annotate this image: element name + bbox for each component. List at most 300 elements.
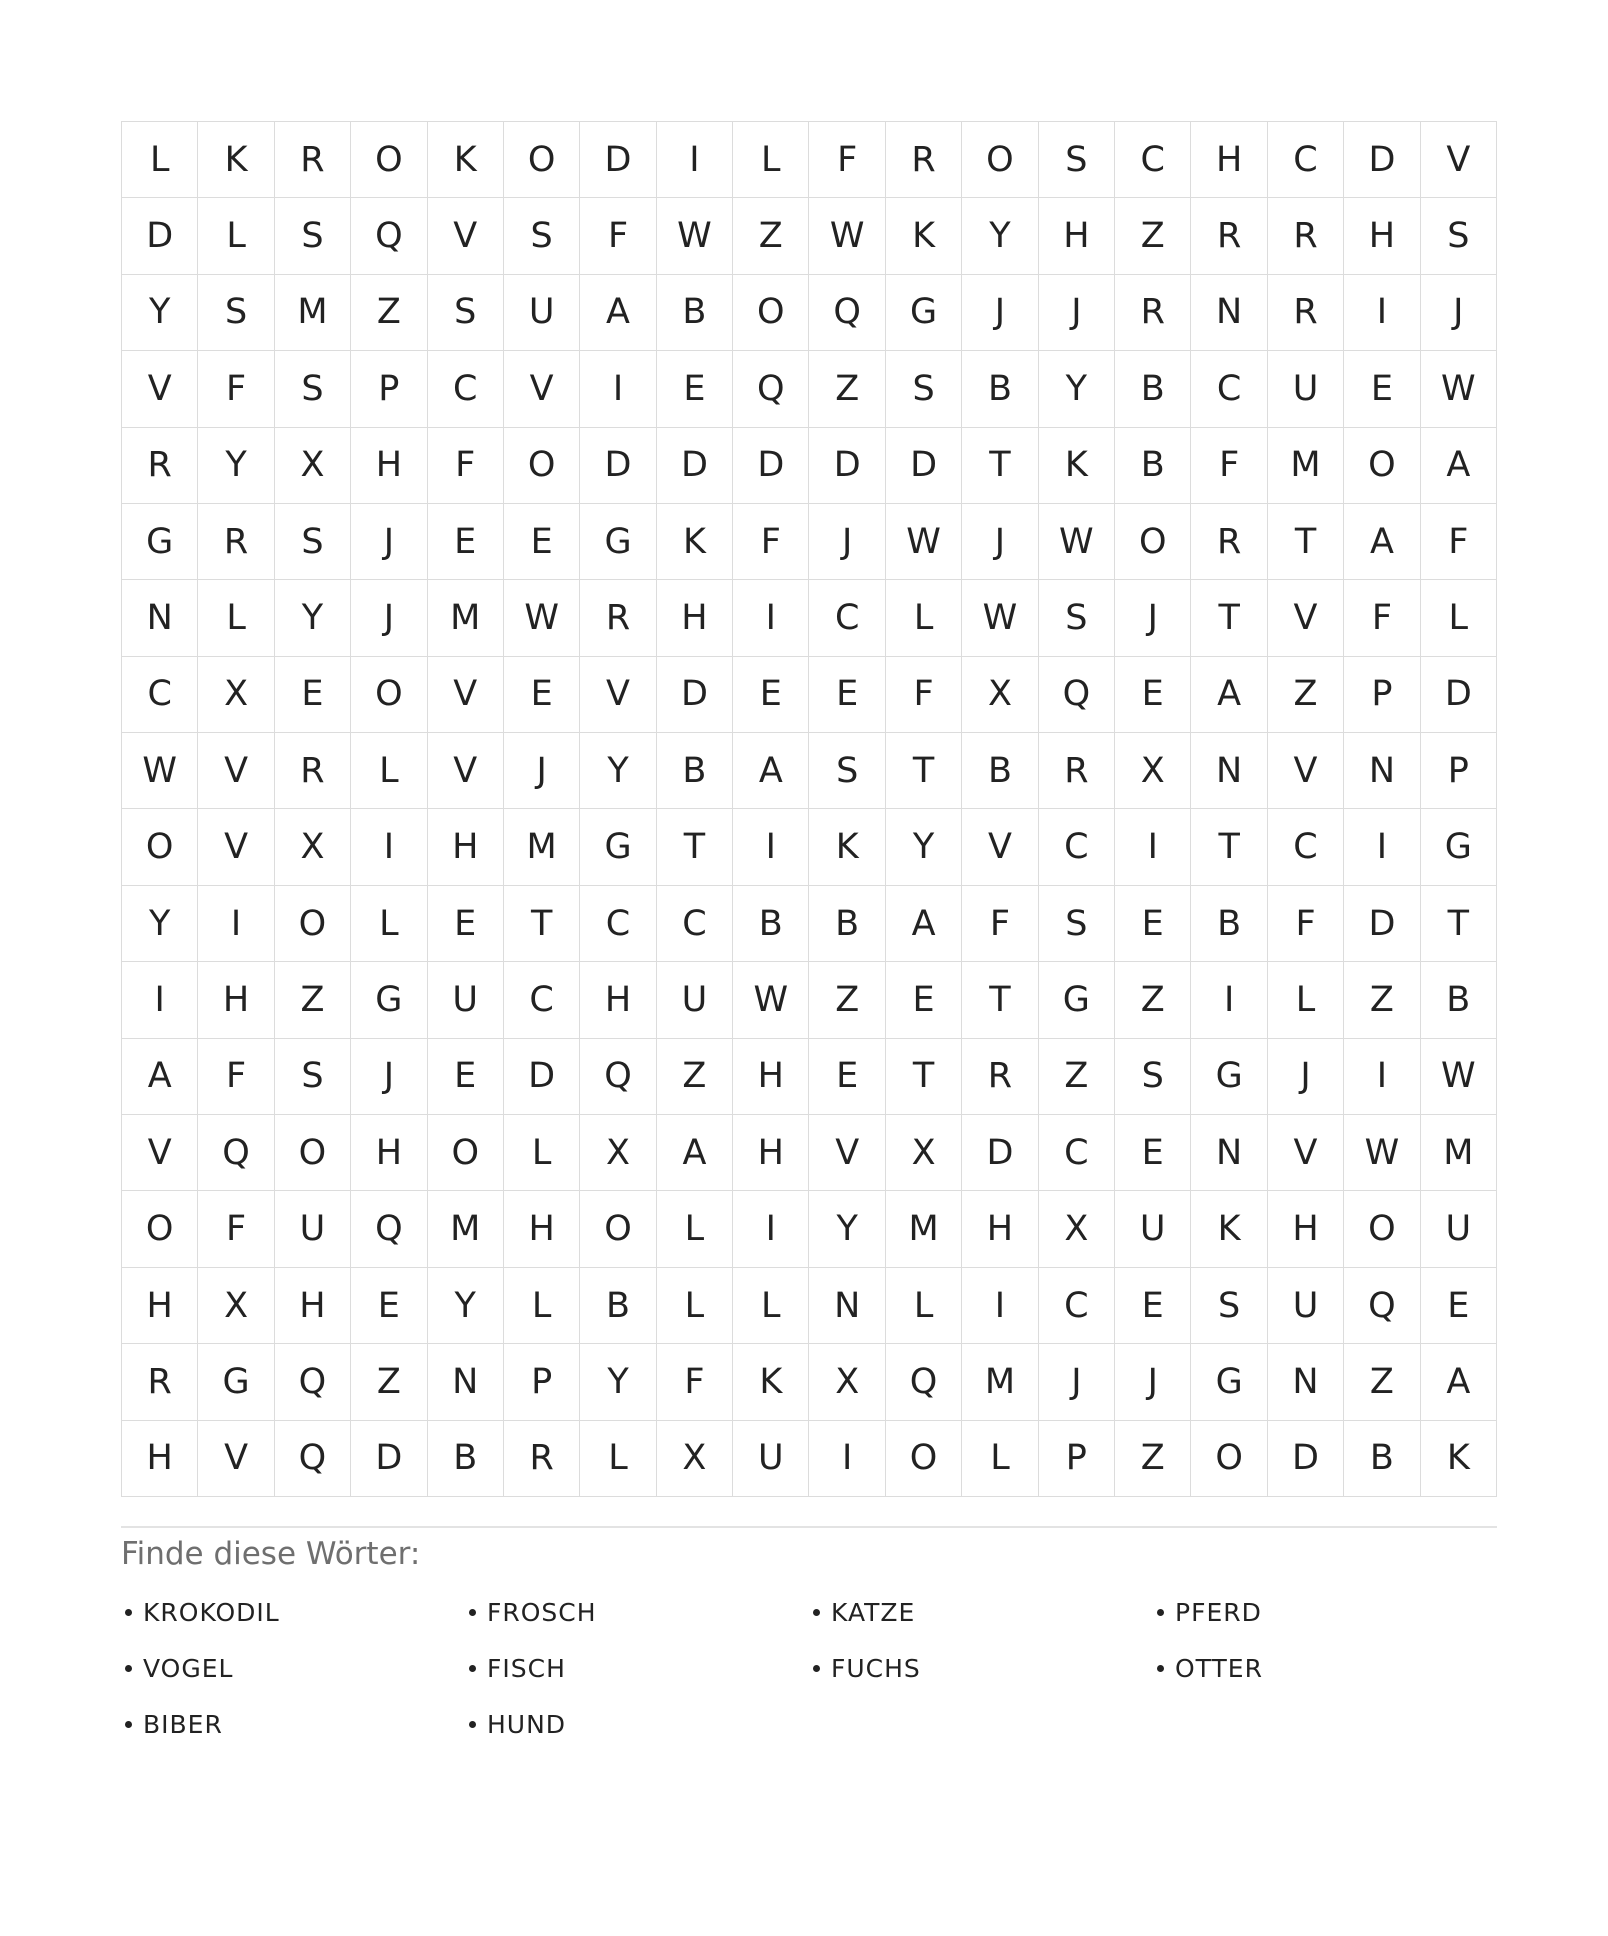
grid-cell[interactable]: M [428, 1191, 504, 1267]
grid-cell[interactable]: W [962, 580, 1038, 656]
grid-cell[interactable]: I [733, 580, 809, 656]
grid-cell[interactable]: Q [1039, 657, 1115, 733]
grid-cell[interactable]: S [504, 198, 580, 274]
grid-cell[interactable]: C [1039, 1268, 1115, 1344]
grid-cell[interactable]: H [351, 428, 427, 504]
grid-cell[interactable]: J [1268, 1039, 1344, 1115]
grid-cell[interactable]: O [428, 1115, 504, 1191]
grid-cell[interactable]: E [886, 962, 962, 1038]
grid-cell[interactable]: R [122, 1344, 198, 1420]
grid-cell[interactable]: D [657, 657, 733, 733]
grid-cell[interactable]: V [428, 198, 504, 274]
grid-cell[interactable]: H [580, 962, 656, 1038]
grid-cell[interactable]: L [657, 1268, 733, 1344]
grid-cell[interactable]: L [351, 886, 427, 962]
grid-cell[interactable]: Q [886, 1344, 962, 1420]
grid-cell[interactable]: B [1344, 1421, 1420, 1497]
grid-cell[interactable]: B [809, 886, 885, 962]
grid-cell[interactable]: J [962, 275, 1038, 351]
grid-cell[interactable]: Z [1115, 198, 1191, 274]
grid-cell[interactable]: Z [1115, 1421, 1191, 1497]
grid-cell[interactable]: I [1191, 962, 1267, 1038]
grid-cell[interactable]: A [1421, 1344, 1497, 1420]
grid-cell[interactable]: O [275, 1115, 351, 1191]
grid-cell[interactable]: F [809, 122, 885, 198]
grid-cell[interactable]: H [428, 809, 504, 885]
grid-cell[interactable]: F [657, 1344, 733, 1420]
grid-cell[interactable]: C [1268, 122, 1344, 198]
grid-cell[interactable]: U [504, 275, 580, 351]
grid-cell[interactable]: G [1421, 809, 1497, 885]
grid-cell[interactable]: F [962, 886, 1038, 962]
grid-cell[interactable]: L [504, 1115, 580, 1191]
grid-cell[interactable]: Y [580, 1344, 656, 1420]
grid-cell[interactable]: V [428, 733, 504, 809]
grid-cell[interactable]: R [275, 733, 351, 809]
grid-cell[interactable]: R [122, 428, 198, 504]
grid-cell[interactable]: T [504, 886, 580, 962]
grid-cell[interactable]: H [198, 962, 274, 1038]
grid-cell[interactable]: S [886, 351, 962, 427]
grid-cell[interactable]: F [1268, 886, 1344, 962]
grid-cell[interactable]: J [1039, 275, 1115, 351]
grid-cell[interactable]: V [962, 809, 1038, 885]
grid-cell[interactable]: K [886, 198, 962, 274]
grid-cell[interactable]: D [580, 428, 656, 504]
grid-cell[interactable]: J [351, 580, 427, 656]
grid-cell[interactable]: R [1191, 504, 1267, 580]
grid-cell[interactable]: N [809, 1268, 885, 1344]
grid-cell[interactable]: W [809, 198, 885, 274]
grid-cell[interactable]: F [886, 657, 962, 733]
grid-cell[interactable]: Y [1039, 351, 1115, 427]
grid-cell[interactable]: C [428, 351, 504, 427]
grid-cell[interactable]: E [428, 504, 504, 580]
grid-cell[interactable]: Z [1268, 657, 1344, 733]
grid-cell[interactable]: Q [198, 1115, 274, 1191]
grid-cell[interactable]: Y [580, 733, 656, 809]
grid-cell[interactable]: B [1115, 351, 1191, 427]
grid-cell[interactable]: X [809, 1344, 885, 1420]
grid-cell[interactable]: E [351, 1268, 427, 1344]
grid-cell[interactable]: Y [809, 1191, 885, 1267]
grid-cell[interactable]: H [657, 580, 733, 656]
grid-cell[interactable]: F [733, 504, 809, 580]
grid-cell[interactable]: X [275, 809, 351, 885]
grid-cell[interactable]: G [122, 504, 198, 580]
grid-cell[interactable]: C [1115, 122, 1191, 198]
grid-cell[interactable]: W [886, 504, 962, 580]
grid-cell[interactable]: J [1115, 580, 1191, 656]
grid-cell[interactable]: I [198, 886, 274, 962]
grid-cell[interactable]: J [1039, 1344, 1115, 1420]
grid-cell[interactable]: D [580, 122, 656, 198]
grid-cell[interactable]: G [1039, 962, 1115, 1038]
grid-cell[interactable]: O [733, 275, 809, 351]
grid-cell[interactable]: R [1039, 733, 1115, 809]
grid-cell[interactable]: D [962, 1115, 1038, 1191]
grid-cell[interactable]: B [962, 733, 1038, 809]
grid-cell[interactable]: H [351, 1115, 427, 1191]
grid-cell[interactable]: Z [351, 275, 427, 351]
grid-cell[interactable]: V [580, 657, 656, 733]
grid-cell[interactable]: I [580, 351, 656, 427]
grid-cell[interactable]: B [962, 351, 1038, 427]
grid-cell[interactable]: K [428, 122, 504, 198]
grid-cell[interactable]: H [1268, 1191, 1344, 1267]
grid-cell[interactable]: K [1039, 428, 1115, 504]
grid-cell[interactable]: O [1115, 504, 1191, 580]
grid-cell[interactable]: T [657, 809, 733, 885]
grid-cell[interactable]: C [809, 580, 885, 656]
grid-cell[interactable]: A [657, 1115, 733, 1191]
grid-cell[interactable]: R [580, 580, 656, 656]
grid-cell[interactable]: K [1421, 1421, 1497, 1497]
grid-cell[interactable]: V [122, 1115, 198, 1191]
grid-cell[interactable]: S [1039, 886, 1115, 962]
grid-cell[interactable]: E [809, 657, 885, 733]
grid-cell[interactable]: E [428, 1039, 504, 1115]
grid-cell[interactable]: A [1191, 657, 1267, 733]
grid-cell[interactable]: I [122, 962, 198, 1038]
grid-cell[interactable]: I [657, 122, 733, 198]
grid-cell[interactable]: L [733, 1268, 809, 1344]
grid-cell[interactable]: O [351, 122, 427, 198]
grid-cell[interactable]: S [1039, 580, 1115, 656]
grid-cell[interactable]: O [275, 886, 351, 962]
grid-cell[interactable]: Z [1115, 962, 1191, 1038]
grid-cell[interactable]: B [1421, 962, 1497, 1038]
grid-cell[interactable]: S [198, 275, 274, 351]
grid-cell[interactable]: I [733, 1191, 809, 1267]
grid-cell[interactable]: P [1344, 657, 1420, 733]
grid-cell[interactable]: E [428, 886, 504, 962]
grid-cell[interactable]: R [1268, 275, 1344, 351]
grid-cell[interactable]: I [1344, 809, 1420, 885]
grid-cell[interactable]: K [198, 122, 274, 198]
grid-cell[interactable]: J [962, 504, 1038, 580]
grid-cell[interactable]: T [962, 962, 1038, 1038]
grid-cell[interactable]: W [733, 962, 809, 1038]
grid-cell[interactable]: O [1344, 1191, 1420, 1267]
grid-cell[interactable]: T [886, 733, 962, 809]
grid-cell[interactable]: W [1039, 504, 1115, 580]
grid-cell[interactable]: H [122, 1268, 198, 1344]
grid-cell[interactable]: O [122, 809, 198, 885]
grid-cell[interactable]: E [504, 657, 580, 733]
grid-cell[interactable]: O [580, 1191, 656, 1267]
grid-cell[interactable]: J [809, 504, 885, 580]
grid-cell[interactable]: L [122, 122, 198, 198]
grid-cell[interactable]: X [962, 657, 1038, 733]
grid-cell[interactable]: Y [428, 1268, 504, 1344]
grid-cell[interactable]: U [1115, 1191, 1191, 1267]
grid-cell[interactable]: X [198, 657, 274, 733]
grid-cell[interactable]: N [1268, 1344, 1344, 1420]
grid-cell[interactable]: Q [580, 1039, 656, 1115]
grid-cell[interactable]: S [1115, 1039, 1191, 1115]
grid-cell[interactable]: A [122, 1039, 198, 1115]
grid-cell[interactable]: S [1039, 122, 1115, 198]
grid-cell[interactable]: V [198, 809, 274, 885]
grid-cell[interactable]: I [962, 1268, 1038, 1344]
grid-cell[interactable]: L [1421, 580, 1497, 656]
grid-cell[interactable]: C [1268, 809, 1344, 885]
grid-cell[interactable]: A [1421, 428, 1497, 504]
grid-cell[interactable]: J [1115, 1344, 1191, 1420]
grid-cell[interactable]: X [1039, 1191, 1115, 1267]
grid-cell[interactable]: Q [275, 1421, 351, 1497]
grid-cell[interactable]: U [657, 962, 733, 1038]
grid-cell[interactable]: Z [657, 1039, 733, 1115]
grid-cell[interactable]: L [886, 580, 962, 656]
grid-cell[interactable]: C [657, 886, 733, 962]
grid-cell[interactable]: L [886, 1268, 962, 1344]
grid-cell[interactable]: L [733, 122, 809, 198]
grid-cell[interactable]: D [1344, 886, 1420, 962]
grid-cell[interactable]: T [962, 428, 1038, 504]
grid-cell[interactable]: R [198, 504, 274, 580]
grid-cell[interactable]: H [733, 1115, 809, 1191]
grid-cell[interactable]: S [1191, 1268, 1267, 1344]
grid-cell[interactable]: H [733, 1039, 809, 1115]
grid-cell[interactable]: L [657, 1191, 733, 1267]
grid-cell[interactable]: D [886, 428, 962, 504]
grid-cell[interactable]: B [428, 1421, 504, 1497]
grid-cell[interactable]: P [504, 1344, 580, 1420]
grid-cell[interactable]: I [1344, 1039, 1420, 1115]
grid-cell[interactable]: L [198, 580, 274, 656]
grid-cell[interactable]: A [886, 886, 962, 962]
grid-cell[interactable]: U [733, 1421, 809, 1497]
grid-cell[interactable]: N [1191, 733, 1267, 809]
grid-cell[interactable]: S [275, 198, 351, 274]
grid-cell[interactable]: W [1421, 1039, 1497, 1115]
grid-cell[interactable]: V [809, 1115, 885, 1191]
grid-cell[interactable]: P [1039, 1421, 1115, 1497]
grid-cell[interactable]: U [1421, 1191, 1497, 1267]
grid-cell[interactable]: Y [198, 428, 274, 504]
grid-cell[interactable]: Y [122, 275, 198, 351]
grid-cell[interactable]: K [733, 1344, 809, 1420]
grid-cell[interactable]: O [962, 122, 1038, 198]
grid-cell[interactable]: D [809, 428, 885, 504]
grid-cell[interactable]: Z [1039, 1039, 1115, 1115]
grid-cell[interactable]: S [275, 1039, 351, 1115]
grid-cell[interactable]: R [1268, 198, 1344, 274]
grid-cell[interactable]: G [580, 504, 656, 580]
grid-cell[interactable]: F [198, 1039, 274, 1115]
grid-cell[interactable]: Z [1344, 1344, 1420, 1420]
grid-cell[interactable]: L [351, 733, 427, 809]
grid-cell[interactable]: Q [733, 351, 809, 427]
grid-cell[interactable]: J [351, 504, 427, 580]
grid-cell[interactable]: V [428, 657, 504, 733]
grid-cell[interactable]: F [1191, 428, 1267, 504]
grid-cell[interactable]: F [580, 198, 656, 274]
grid-cell[interactable]: I [809, 1421, 885, 1497]
grid-cell[interactable]: M [428, 580, 504, 656]
grid-cell[interactable]: J [504, 733, 580, 809]
grid-cell[interactable]: I [1344, 275, 1420, 351]
grid-cell[interactable]: B [1115, 428, 1191, 504]
grid-cell[interactable]: A [580, 275, 656, 351]
grid-cell[interactable]: F [198, 1191, 274, 1267]
grid-cell[interactable]: W [1344, 1115, 1420, 1191]
grid-cell[interactable]: G [1191, 1344, 1267, 1420]
grid-cell[interactable]: D [657, 428, 733, 504]
grid-cell[interactable]: P [1421, 733, 1497, 809]
grid-cell[interactable]: H [275, 1268, 351, 1344]
grid-cell[interactable]: F [1421, 504, 1497, 580]
grid-cell[interactable]: K [1191, 1191, 1267, 1267]
grid-cell[interactable]: Q [351, 198, 427, 274]
grid-cell[interactable]: X [1115, 733, 1191, 809]
grid-cell[interactable]: H [1039, 198, 1115, 274]
grid-cell[interactable]: Q [809, 275, 885, 351]
grid-cell[interactable]: R [1115, 275, 1191, 351]
grid-cell[interactable]: K [657, 504, 733, 580]
grid-cell[interactable]: E [504, 504, 580, 580]
grid-cell[interactable]: O [886, 1421, 962, 1497]
grid-cell[interactable]: E [657, 351, 733, 427]
grid-cell[interactable]: U [428, 962, 504, 1038]
grid-cell[interactable]: F [428, 428, 504, 504]
grid-cell[interactable]: X [275, 428, 351, 504]
grid-cell[interactable]: U [1268, 351, 1344, 427]
grid-cell[interactable]: N [428, 1344, 504, 1420]
grid-cell[interactable]: I [351, 809, 427, 885]
grid-cell[interactable]: Y [122, 886, 198, 962]
grid-cell[interactable]: X [886, 1115, 962, 1191]
grid-cell[interactable]: D [1268, 1421, 1344, 1497]
grid-cell[interactable]: L [962, 1421, 1038, 1497]
grid-cell[interactable]: S [275, 504, 351, 580]
grid-cell[interactable]: V [122, 351, 198, 427]
grid-cell[interactable]: W [1421, 351, 1497, 427]
grid-cell[interactable]: N [1191, 275, 1267, 351]
grid-cell[interactable]: L [580, 1421, 656, 1497]
grid-cell[interactable]: T [1191, 580, 1267, 656]
grid-cell[interactable]: V [1268, 1115, 1344, 1191]
grid-cell[interactable]: E [1115, 1268, 1191, 1344]
grid-cell[interactable]: T [1191, 809, 1267, 885]
grid-cell[interactable]: O [1191, 1421, 1267, 1497]
grid-cell[interactable]: H [962, 1191, 1038, 1267]
grid-cell[interactable]: G [198, 1344, 274, 1420]
grid-cell[interactable]: L [198, 198, 274, 274]
grid-cell[interactable]: G [1191, 1039, 1267, 1115]
grid-cell[interactable]: O [351, 657, 427, 733]
grid-cell[interactable]: Q [1344, 1268, 1420, 1344]
grid-cell[interactable]: E [1421, 1268, 1497, 1344]
grid-cell[interactable]: V [504, 351, 580, 427]
grid-cell[interactable]: B [580, 1268, 656, 1344]
grid-cell[interactable]: F [198, 351, 274, 427]
grid-cell[interactable]: B [657, 733, 733, 809]
grid-cell[interactable]: I [1115, 809, 1191, 885]
grid-cell[interactable]: Z [1344, 962, 1420, 1038]
grid-cell[interactable]: M [962, 1344, 1038, 1420]
grid-cell[interactable]: Z [733, 198, 809, 274]
grid-cell[interactable]: V [198, 733, 274, 809]
grid-cell[interactable]: W [504, 580, 580, 656]
grid-cell[interactable]: B [733, 886, 809, 962]
grid-cell[interactable]: Y [275, 580, 351, 656]
grid-cell[interactable]: K [809, 809, 885, 885]
grid-cell[interactable]: J [1421, 275, 1497, 351]
grid-cell[interactable]: C [504, 962, 580, 1038]
grid-cell[interactable]: C [1191, 351, 1267, 427]
grid-cell[interactable]: D [1421, 657, 1497, 733]
grid-cell[interactable]: V [1421, 122, 1497, 198]
grid-cell[interactable]: H [122, 1421, 198, 1497]
grid-cell[interactable]: G [580, 809, 656, 885]
grid-cell[interactable]: D [504, 1039, 580, 1115]
grid-cell[interactable]: P [351, 351, 427, 427]
grid-cell[interactable]: D [351, 1421, 427, 1497]
grid-cell[interactable]: N [122, 580, 198, 656]
grid-cell[interactable]: O [504, 428, 580, 504]
grid-cell[interactable]: Z [351, 1344, 427, 1420]
grid-cell[interactable]: B [657, 275, 733, 351]
grid-cell[interactable]: X [580, 1115, 656, 1191]
grid-cell[interactable]: T [1421, 886, 1497, 962]
grid-cell[interactable]: V [1268, 580, 1344, 656]
grid-cell[interactable]: Q [275, 1344, 351, 1420]
grid-cell[interactable]: Q [351, 1191, 427, 1267]
grid-cell[interactable]: F [1344, 580, 1420, 656]
grid-cell[interactable]: J [351, 1039, 427, 1115]
grid-cell[interactable]: X [657, 1421, 733, 1497]
grid-cell[interactable]: M [1268, 428, 1344, 504]
grid-cell[interactable]: N [1191, 1115, 1267, 1191]
grid-cell[interactable]: M [504, 809, 580, 885]
grid-cell[interactable]: A [733, 733, 809, 809]
grid-cell[interactable]: O [122, 1191, 198, 1267]
grid-cell[interactable]: D [733, 428, 809, 504]
grid-cell[interactable]: S [1421, 198, 1497, 274]
grid-cell[interactable]: W [657, 198, 733, 274]
grid-cell[interactable]: T [886, 1039, 962, 1115]
grid-cell[interactable]: V [198, 1421, 274, 1497]
grid-cell[interactable]: E [1115, 1115, 1191, 1191]
grid-cell[interactable]: E [733, 657, 809, 733]
grid-cell[interactable]: M [886, 1191, 962, 1267]
grid-cell[interactable]: R [1191, 198, 1267, 274]
grid-cell[interactable]: C [122, 657, 198, 733]
grid-cell[interactable]: A [1344, 504, 1420, 580]
grid-cell[interactable]: E [275, 657, 351, 733]
grid-cell[interactable]: R [962, 1039, 1038, 1115]
grid-cell[interactable]: Z [809, 351, 885, 427]
grid-cell[interactable]: S [809, 733, 885, 809]
grid-cell[interactable]: L [504, 1268, 580, 1344]
grid-cell[interactable]: S [275, 351, 351, 427]
grid-cell[interactable]: U [1268, 1268, 1344, 1344]
grid-cell[interactable]: E [1115, 657, 1191, 733]
grid-cell[interactable]: Z [809, 962, 885, 1038]
grid-cell[interactable]: C [580, 886, 656, 962]
grid-cell[interactable]: Y [962, 198, 1038, 274]
grid-cell[interactable]: H [1344, 198, 1420, 274]
grid-cell[interactable]: W [122, 733, 198, 809]
grid-cell[interactable]: E [1344, 351, 1420, 427]
grid-cell[interactable]: G [886, 275, 962, 351]
grid-cell[interactable]: U [275, 1191, 351, 1267]
grid-cell[interactable]: E [809, 1039, 885, 1115]
grid-cell[interactable]: R [504, 1421, 580, 1497]
